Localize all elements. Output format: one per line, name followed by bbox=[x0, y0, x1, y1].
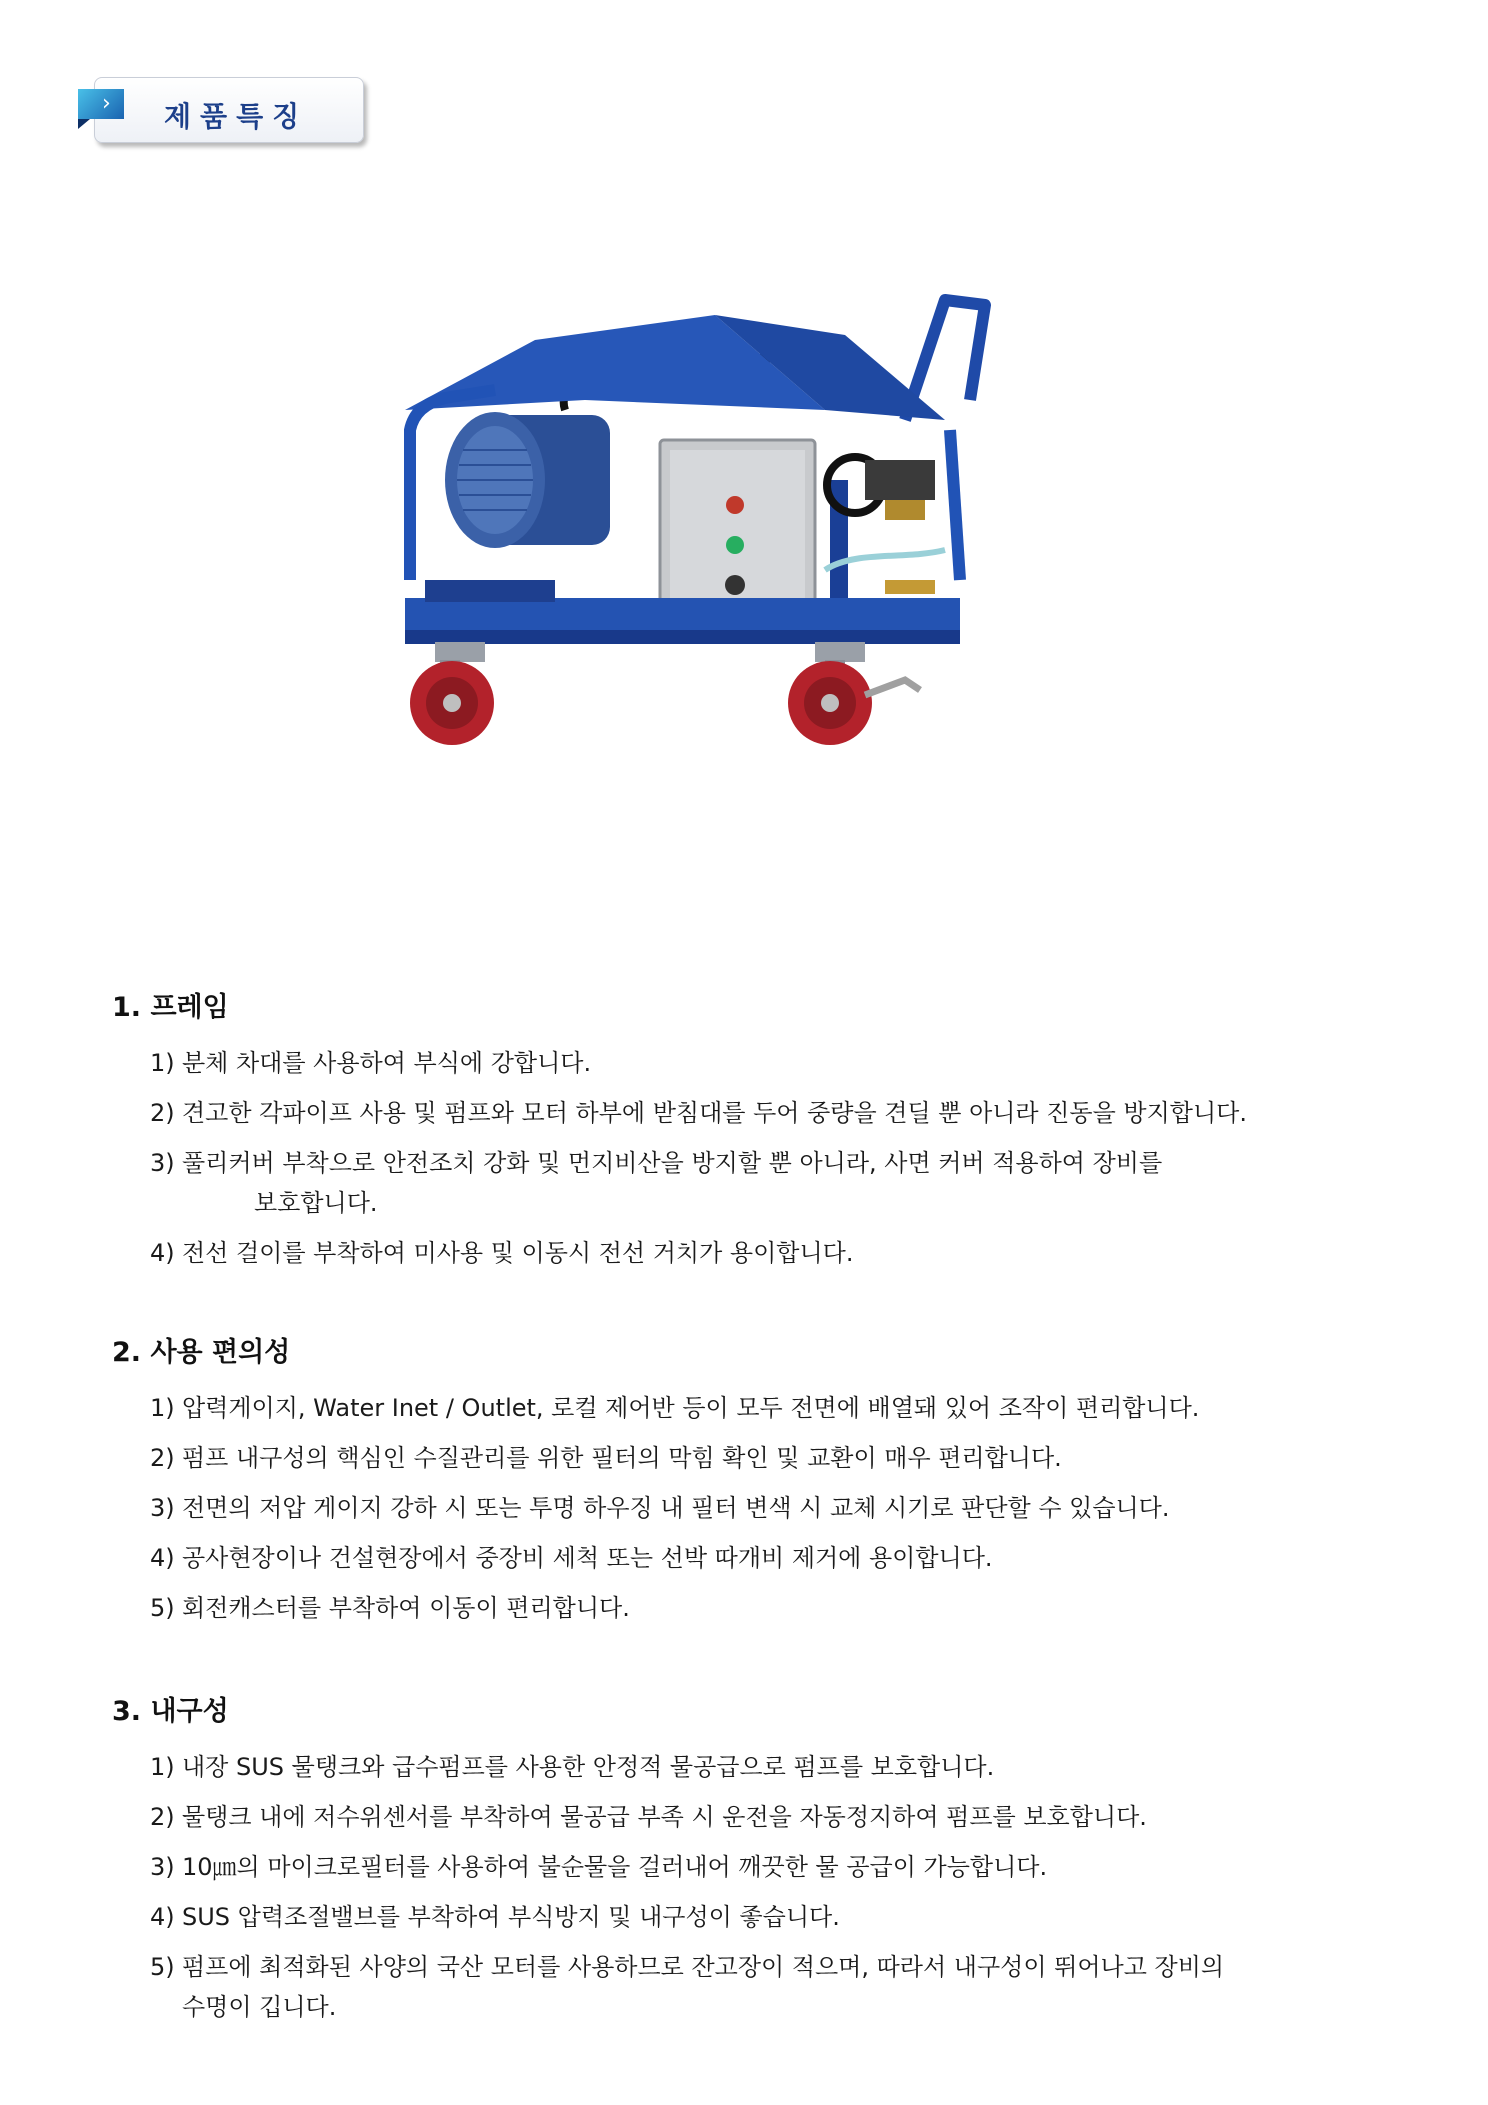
list-item: 3) 전면의 저압 게이지 강하 시 또는 투명 하우징 내 필터 변색 시 교체 시기로 판단할 수 있습니다. bbox=[150, 1494, 1170, 1522]
badge-tab-fold bbox=[78, 119, 90, 129]
list-item: 4) 공사현장이나 건설현장에서 중장비 세척 또는 선박 따개비 제거에 용이합니다. bbox=[150, 1544, 993, 1572]
badge-tab bbox=[78, 89, 124, 119]
list-item: 4) 전선 걸이를 부착하여 미사용 및 이동시 전선 거치가 용이합니다. bbox=[150, 1239, 854, 1267]
list-item: 2) 물탱크 내에 저수위센서를 부착하여 물공급 부족 시 운전을 자동정지하여 펌프를 보호합니다. bbox=[150, 1803, 1147, 1831]
list-item: 3) 10㎛의 마이크로필터를 사용하여 불순물을 걸러내어 깨끗한 물 공급이 가능합니다. bbox=[150, 1853, 1048, 1881]
list-item: 5) 펌프에 최적화된 사양의 국산 모터를 사용하므로 잔고장이 적으며, 따라서 내구성이 뛰어나고 장비의 수명이 깁니다. bbox=[150, 1953, 1225, 2021]
list-item: 1) 분체 차대를 사용하여 부식에 강합니다. bbox=[150, 1049, 592, 1077]
section-usability bbox=[112, 1333, 1412, 1633]
section-frame bbox=[112, 988, 1412, 1278]
chevron-right-icon: › bbox=[102, 91, 111, 116]
list-item: 3) 풀리커버 부착으로 안전조치 강화 및 먼지비산을 방지할 뿐 아니라, 사면 커버 적용하여 장비를 보호합니다. bbox=[150, 1149, 1163, 1217]
list-item: 4) SUS 압력조절밸브를 부착하여 부식방지 및 내구성이 좋습니다. bbox=[150, 1903, 840, 1931]
list-item: 1) 압력게이지, Water Inet / Outlet, 로컬 제어반 등이 모두 전면에 배열돼 있어 조작이 편리합니다. bbox=[150, 1394, 1200, 1422]
section-durability bbox=[112, 1692, 1412, 2032]
section-title-badge bbox=[78, 75, 368, 147]
product-photo bbox=[385, 280, 1045, 810]
list-item: 5) 회전캐스터를 부착하여 이동이 편리합니다. bbox=[150, 1594, 630, 1622]
list-item: 2) 견고한 각파이프 사용 및 펌프와 모터 하부에 받침대를 두어 중량을 견딜 뿐 아니라 진동을 방지합니다. bbox=[150, 1099, 1247, 1127]
list-item: 2) 펌프 내구성의 핵심인 수질관리를 위한 필터의 막힘 확인 및 교환이 매우 편리합니다. bbox=[150, 1444, 1062, 1472]
section-heading: 1. 프레임 bbox=[112, 992, 229, 1023]
section-heading: 2. 사용 편의성 bbox=[112, 1337, 291, 1368]
list-item: 1) 내장 SUS 물탱크와 급수펌프를 사용한 안정적 물공급으로 펌프를 보호합니다. bbox=[150, 1753, 995, 1781]
section-heading: 3. 내구성 bbox=[112, 1696, 229, 1727]
page-title: 제품특징 bbox=[164, 100, 309, 133]
